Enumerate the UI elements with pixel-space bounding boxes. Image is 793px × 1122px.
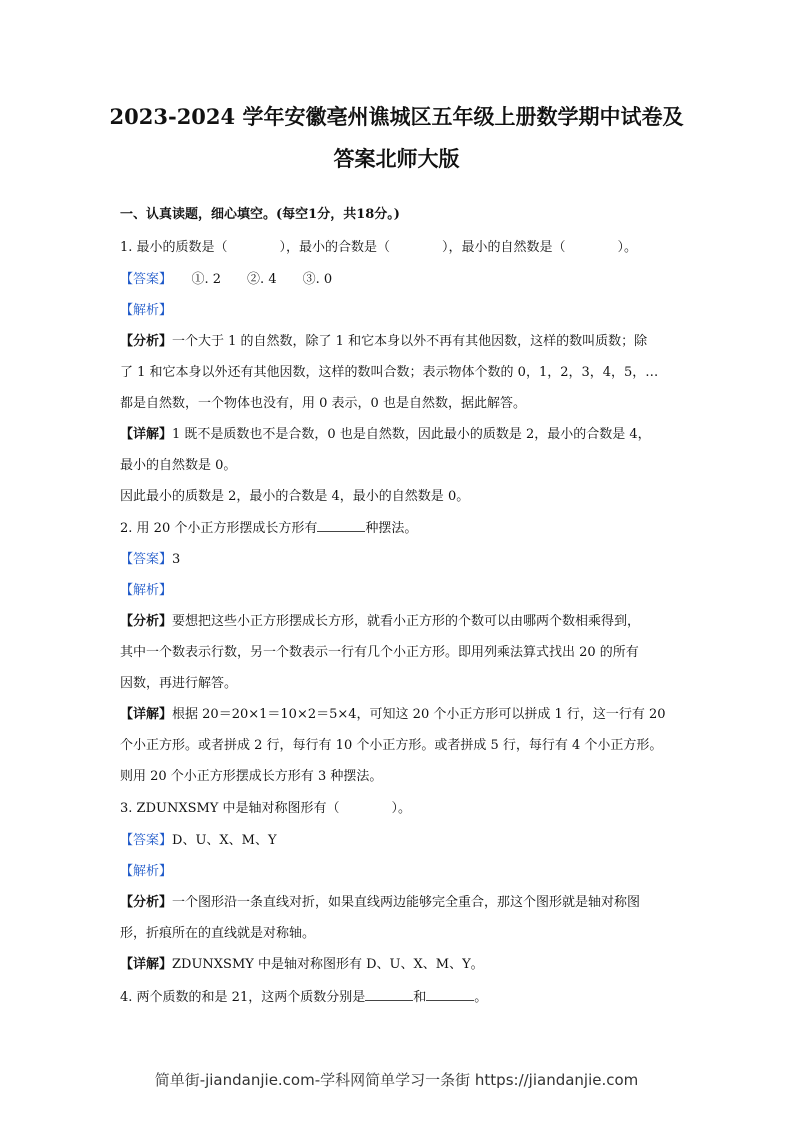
fenxi-tag: 【分析】 [120,334,173,349]
q1-detail-line-2: 最小的自然数是 0。 [120,458,237,473]
answer-tag: 【答案】 [120,552,173,567]
q4-text-post: 。 [474,990,488,1005]
question-1: 1. 最小的质数是（ ），最小的合数是（ ），最小的自然数是（ ）。 [120,240,638,255]
q3-analysis-heading: 【解析】 [120,864,173,879]
q1-detail-text-1: 1 既不是质数也不是合数，0 也是自然数，因此最小的质数是 2，最小的合数是 4， [172,427,651,442]
q2-text-post: 种摆法。 [365,521,418,536]
question-4 [120,988,487,1007]
q3-fenxi-line-1 [120,894,640,912]
q1-fenxi-line-1 [120,333,647,351]
fenxi-tag: 【分析】 [120,614,173,629]
document-title-line-1: 2023-2024 学年安徽亳州谯城区五年级上册数学期中试卷及 [109,104,684,129]
q1-conclusion: 因此最小的质数是 2，最小的合数是 4，最小的自然数是 0。 [120,489,470,504]
q2-fenxi-line-2: 其中一个数表示行数，另一个数表示一行有几个小正方形。即用列乘法算式找出 20 的所有 [120,645,639,660]
answer-blank [426,988,474,1001]
q4-text-mid: 和 [413,990,427,1005]
q2-fenxi-line-1 [120,613,640,631]
q1-fenxi-line-2: 了 1 和它本身以外还有其他因数，这样的数叫合数；表示物体个数的 0，1，2，3，4，5，… [120,365,659,380]
q1-analysis-heading: 【解析】 [120,303,173,318]
answer-blank [317,519,365,532]
xiangjie-tag: 【详解】 [120,427,173,442]
q1-answer-text: ①. 2 ②. 4 ③. 0 [165,272,333,287]
answer-blank [365,988,413,1001]
q2-answer-text: 3 [172,552,181,567]
q3-detail-text-1: ZDUNXSMY 中是轴对称图形有 D、U、X、M、Y。 [172,957,484,972]
question-2 [120,519,417,538]
q3-answer-text: D、U、X、M、Y [172,833,277,848]
answer-tag: 【答案】 [120,272,166,287]
q3-answer [120,832,277,850]
section-heading: 一、认真读题，细心填空。(每空1分，共18分。) [120,207,400,222]
q3-detail-line-1 [120,956,484,974]
q2-analysis-heading: 【解析】 [120,583,173,598]
q3-fenxi-text-1: 一个图形沿一条直线对折，如果直线两边能够完全重合，那这个图形就是轴对称图 [172,895,641,910]
fenxi-tag: 【分析】 [120,895,173,910]
q2-detail-line-2: 个小正方形。或者拼成 2 行，每行有 10 个小正方形。或者拼成 5 行，每行有 4 个小正方形。 [120,738,663,753]
q2-answer [120,551,180,569]
question-3: 3. ZDUNXSMY 中是轴对称图形有（ ）。 [120,801,412,816]
q2-fenxi-text-1: 要想把这些小正方形摆成长方形，就看小正方形的个数可以由哪两个数相乘得到， [172,614,641,629]
q2-detail-text-1: 根据 20＝20×1＝10×2＝5×4，可知这 20 个小正方形可以拼成 1 行，这一行有 20 [172,707,666,722]
page-footer: 简单街-jiandanjie.com-学科网简单学习一条街 https://jiandanjie.com [154,1071,639,1089]
document-title-line-2: 答案北师大版 [333,146,460,171]
answer-tag: 【答案】 [120,833,173,848]
q2-detail-line-3: 则用 20 个小正方形摆成长方形有 3 种摆法。 [120,769,383,784]
xiangjie-tag: 【详解】 [120,707,173,722]
q2-fenxi-line-3: 因数，再进行解答。 [120,676,238,691]
q1-detail-line-1 [120,426,651,444]
q3-fenxi-line-2: 形，折痕所在的直线就是对称轴。 [120,926,316,941]
q4-text-pre: 4. 两个质数的和是 21，这两个质数分别是 [120,990,366,1005]
q2-text-pre: 2. 用 20 个小正方形摆成长方形有 [120,521,318,536]
q2-detail-line-1 [120,706,666,724]
q1-fenxi-text-1: 一个大于 1 的自然数，除了 1 和它本身以外不再有其他因数，这样的数叫质数；除 [172,334,648,349]
q1-answer [120,271,332,289]
xiangjie-tag: 【详解】 [120,957,173,972]
q1-fenxi-line-3: 都是自然数，一个物体也没有，用 0 表示，0 也是自然数，据此解答。 [120,396,526,411]
